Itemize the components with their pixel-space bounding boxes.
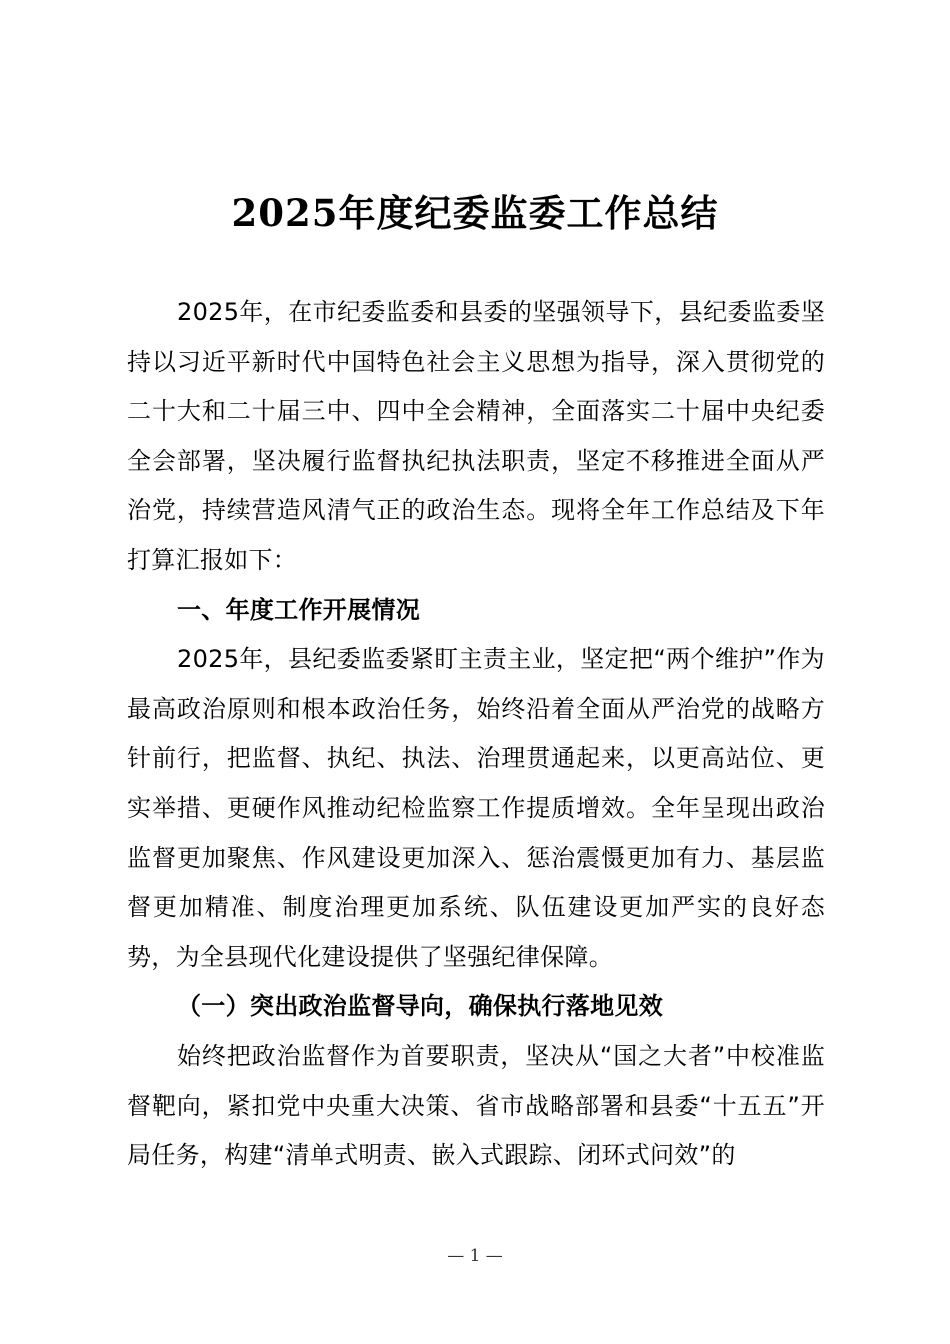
document-title: 2025年度纪委监委工作总结 [231,191,719,235]
subsection-paragraph: 始终把政治监督作为首要职责，坚决从“国之大者”中校准监督靶向，紧扣党中央重大决策、省市战略部署和县委“十五五”开局任务，构建“清单式明责、嵌入式跟踪、闭环式问效”的 [127,1041,825,1170]
section-heading: 一、年度工作开展情况 [177,595,420,624]
page-number: — 1 — [447,1246,503,1266]
subsection-heading: （一）突出政治监督导向，确保执行落地见效 [177,992,663,1021]
document-body [127,288,825,1181]
section-paragraph: 2025年，县纪委监委紧盯主责主业，坚定把“两个维护”作为最高政治原则和根本政治任务，始终沿着全面从严治党的战略方针前行，把监督、执纪、执法、治理贯通起来，以更高站位、更实举措、更硬作风推动纪检监察工作提质增效。全年呈现出政治监督更加聚焦、作风建设更加深入、惩治震慑更加有力、基层监督更加精准、制度治理更加系统、队伍建设更加严实的良好态势，为全县现代化建设提供了坚强纪律保障。 [127,645,825,971]
intro-paragraph: 2025年，在市纪委监委和县委的坚强领导下，县纪委监委坚持以习近平新时代中国特色社会主义思想为指导，深入贯彻党的二十大和二十届三中、四中全会精神，全面落实二十届中央纪委全会部署，坚决履行监督执纪执法职责，坚定不移推进全面从严治党，持续营造风清气正的政治生态。现将全年工作总结及下年打算汇报如下： [127,298,825,574]
